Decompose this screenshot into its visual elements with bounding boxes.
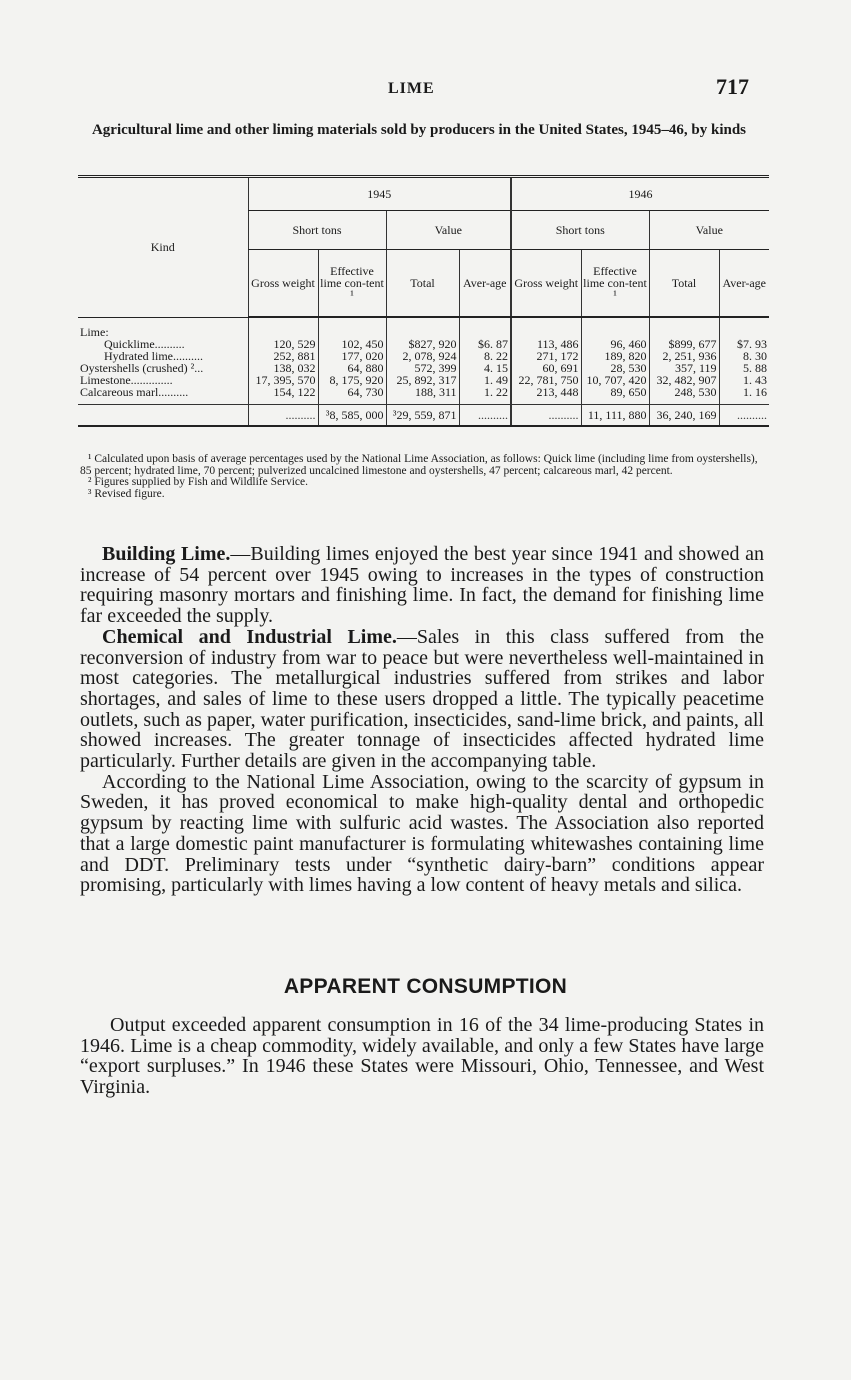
paragraph-text: —Building limes enjoyed the best year since 1941 and showed an increase of 54 percent over 1945 owing to increases in the types of construction requiring masonry mortars and finishing lime. In fact, the demand for finishing lime far exceeded the supply. (80, 543, 764, 628)
cell: .......... (459, 405, 511, 427)
cell: 25, 892, 317 (386, 374, 459, 386)
total-1946-header: Total (649, 250, 719, 318)
cell: $827, 920 (386, 338, 459, 350)
section-heading: APPARENT CONSUMPTION (283, 975, 568, 998)
cell: 271, 172 (511, 350, 581, 362)
cell: ³29, 559, 871 (386, 405, 459, 427)
cell: 10, 707, 420 (581, 374, 649, 386)
cell: 1. 49 (459, 374, 511, 386)
cell: 138, 032 (248, 362, 318, 374)
cell: 4. 15 (459, 362, 511, 374)
value-1946-header: Value (649, 211, 769, 250)
paragraph-consumption: Output exceeded apparent consumption in 16 of the 34 lime-producing States in 1946. Lime is a cheap commodity, widely available, and only a few States have large “export surpluses.” In 1946 these States were Missouri, Ohio, Tennessee, and West Virginia. (80, 1014, 764, 1099)
paragraph-gypsum (80, 772, 764, 896)
cell: 113, 486 (511, 338, 581, 350)
table-row (78, 386, 769, 405)
cell: 1. 16 (719, 386, 769, 405)
cell: 60, 691 (511, 362, 581, 374)
cell: 120, 529 (248, 338, 318, 350)
cell: 102, 450 (318, 338, 386, 350)
cell: 11, 111, 880 (581, 405, 649, 427)
paragraph-text: According to the National Lime Association, owing to the scarcity of gypsum in Sweden, it has proved economical to make high-quality dental and orthopedic gypsum by reacting lime with sulfuric acid wastes. The Association also reported that a large domestic paint manufacturer is formulating whitewashes containing lime and DDT. Preliminary tests under “synthetic dairy-barn” conditions appear promising, particularly with limes having a low content of heavy metals and silica. (80, 770, 764, 897)
cell: .......... (511, 405, 581, 427)
running-title: LIME (388, 80, 435, 97)
cell: $7. 93 (719, 338, 769, 350)
row-kind: Calcareous marl.......... (80, 385, 189, 399)
cell: 188, 311 (386, 386, 459, 405)
effective-lime-1945-header: Effective lime con-tent ¹ (318, 250, 386, 318)
gross-weight-1945-header: Gross weight (248, 250, 318, 318)
footnote-2: ² Figures supplied by Fish and Wildlife Service. (88, 476, 308, 488)
lime-sales-table (78, 175, 769, 427)
cell: 1. 43 (719, 374, 769, 386)
cell: 64, 880 (318, 362, 386, 374)
row-kind: Limestone.............. (80, 373, 173, 387)
paragraph-text: —Sales in this class suffered from the reconversion of industry from war to peace but were nevertheless well-maintained in most categories. The metallurgical industries suffered from strikes and labor shortages, and sales of lime to these users dropped a little. The typically peacetime outlets, such as paper, water purification, insecticides, sand-lime brick, and paints, all showed increases. The greater tonnage of insecticides affected hydrated lime particularly. Further details are given in the accompanying table. (80, 625, 765, 773)
cell: 28, 530 (581, 362, 649, 374)
cell: 189, 820 (581, 350, 649, 362)
kind-header: Kind (78, 177, 248, 318)
total-1945-header: Total (386, 250, 459, 318)
footnote-3: ³ Revised figure. (88, 487, 165, 500)
cell: 572, 399 (386, 362, 459, 374)
cell: 357, 119 (649, 362, 719, 374)
cell: .......... (719, 405, 769, 427)
paragraph-chemical-lime (80, 627, 764, 772)
cell: 154, 122 (248, 386, 318, 405)
cell: 1. 22 (459, 386, 511, 405)
cell: .......... (248, 405, 318, 427)
paragraph-building-lime (80, 544, 764, 627)
year-1945-header: 1945 (248, 177, 511, 211)
cell: 64, 730 (318, 386, 386, 405)
cell: 2, 251, 936 (649, 350, 719, 362)
paragraph-lead: Chemical and Industrial Lime. (102, 625, 397, 648)
row-kind: Quicklime.......... (104, 337, 185, 351)
short-tons-1945-header: Short tons (248, 211, 386, 250)
cell: $899, 677 (649, 338, 719, 350)
cell: 32, 482, 907 (649, 374, 719, 386)
cell: 213, 448 (511, 386, 581, 405)
cell: 96, 460 (581, 338, 649, 350)
average-1945-header: Aver-age (459, 250, 511, 318)
footnote-1: ¹ Calculated upon basis of average percentages used by the National Lime Association, as follows: Quick lime (including lime from oystershells), 85 percent; hydrated lime, 70 percent; pulverized uncalcined limestone and oystershells, 47 percent; calcareous marl, 42 percent. (80, 453, 758, 477)
short-tons-1946-header: Short tons (511, 211, 649, 250)
year-1946-header: 1946 (511, 177, 769, 211)
cell: $6. 87 (459, 338, 511, 350)
value-1945-header: Value (386, 211, 511, 250)
cell: 248, 530 (649, 386, 719, 405)
effective-lime-1946-header: Effective lime con-tent ¹ (581, 250, 649, 318)
table-caption: Agricultural lime and other liming materials sold by producers in the United States, 1945–46, by kinds (91, 122, 747, 138)
cell: 177, 020 (318, 350, 386, 362)
lime-group-label: Lime: (80, 325, 109, 339)
gross-weight-1946-header: Gross weight (511, 250, 581, 318)
cell: 5. 88 (719, 362, 769, 374)
row-kind: Hydrated lime.......... (104, 349, 203, 363)
cell: 2, 078, 924 (386, 350, 459, 362)
paragraph-lead: Building Lime. (102, 543, 231, 565)
cell: 36, 240, 169 (649, 405, 719, 427)
table-footnotes (80, 454, 760, 500)
cell: 17, 395, 570 (248, 374, 318, 386)
cell: 8, 175, 920 (318, 374, 386, 386)
cell: 8. 22 (459, 350, 511, 362)
cell: 22, 781, 750 (511, 374, 581, 386)
totals-row (78, 405, 769, 427)
cell: 252, 881 (248, 350, 318, 362)
average-1946-header: Aver-age (719, 250, 769, 318)
row-kind: Oystershells (crushed) ²... (80, 361, 204, 375)
cell: 8. 30 (719, 350, 769, 362)
page-number: 717 (716, 74, 749, 99)
cell: ³8, 585, 000 (318, 405, 386, 427)
consumption-body (80, 1015, 764, 1098)
body-text (80, 544, 764, 896)
cell: 89, 650 (581, 386, 649, 405)
